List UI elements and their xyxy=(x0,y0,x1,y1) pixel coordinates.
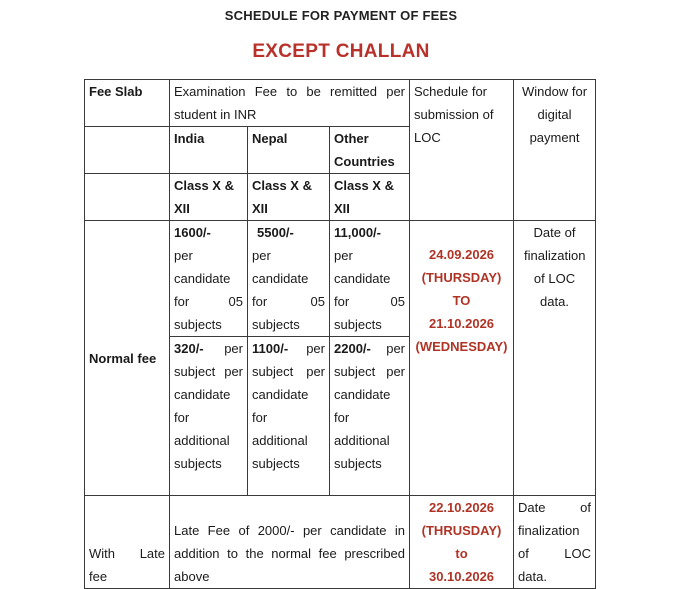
fee-schedule-table xyxy=(84,79,596,589)
class-other: Class X & XII xyxy=(330,174,410,221)
normal-schedule-end: 21.10.2026 xyxy=(428,316,495,331)
late-schedule-start-day: (THRUSDAY) xyxy=(421,523,502,538)
class-nepal: Class X & XII xyxy=(248,174,330,221)
nepal-additional-fee xyxy=(248,337,330,496)
other-additional-fee xyxy=(330,337,410,496)
normal-schedule-start: 24.09.2026 xyxy=(428,247,495,262)
nepal-base-text: per candidate for 05 subjects xyxy=(252,248,325,332)
india-base-amount: 1600/- xyxy=(174,225,211,240)
row-label-late-fee: With Late fee xyxy=(85,496,170,589)
nepal-additional-text: per subject per candidate for additional subjects xyxy=(252,341,325,471)
late-schedule-end: 30.10.2026 xyxy=(428,569,495,584)
page-title: SCHEDULE FOR PAYMENT OF FEES xyxy=(224,8,458,23)
other-base-text: per candidate for 05 subjects xyxy=(334,248,406,332)
nepal-additional-amount: 1100/- xyxy=(252,341,289,356)
header-exam-fee: Examination Fee to be remitted per student in INR xyxy=(170,80,410,127)
late-schedule xyxy=(410,496,514,589)
india-base-text: per candidate for 05 subjects xyxy=(174,248,243,332)
class-india: Class X & XII xyxy=(170,174,248,221)
normal-schedule-to: TO xyxy=(452,293,471,308)
normal-schedule-start-day: (THURSDAY) xyxy=(421,270,502,285)
other-additional-text: per subject per candidate for additional subjects xyxy=(334,341,406,471)
normal-schedule-end-day: (WEDNESDAY) xyxy=(415,339,508,354)
other-base-amount: 11,000/- xyxy=(334,225,381,240)
normal-window: Date of finalization of LOC data. xyxy=(514,221,596,496)
india-additional-fee xyxy=(170,337,248,496)
india-base-fee xyxy=(170,221,248,337)
header-window: Window for digital payment xyxy=(514,80,596,221)
table-row-normal-base xyxy=(85,221,596,337)
row-label-normal-fee: Normal fee xyxy=(85,221,170,496)
india-additional-text: per subject per candidate for additional subjects xyxy=(174,341,243,471)
late-schedule-to: to xyxy=(455,546,468,561)
header-schedule: Schedule for submission of LOC xyxy=(410,80,514,221)
late-fee-text: Late Fee of 2000/- per candidate in addition to the normal fee prescribed above xyxy=(170,496,410,589)
page-subtitle: EXCEPT CHALLAN xyxy=(252,41,430,62)
header-fee-slab: Fee Slab xyxy=(85,80,170,127)
nepal-base-fee xyxy=(248,221,330,337)
india-additional-amount: 320/- xyxy=(174,341,204,356)
other-base-fee xyxy=(330,221,410,337)
late-window: Date of finalization of LOC data. xyxy=(514,496,596,589)
nepal-base-amount: 5500/- xyxy=(257,225,294,240)
table-row-late-fee xyxy=(85,496,596,589)
header-other-countries: Other Countries xyxy=(330,127,410,174)
late-schedule-start: 22.10.2026 xyxy=(428,500,495,515)
normal-schedule xyxy=(410,221,514,496)
header-empty-cell xyxy=(85,174,170,221)
header-empty-cell xyxy=(85,127,170,174)
table-header-row xyxy=(85,80,596,127)
header-nepal: Nepal xyxy=(248,127,330,174)
other-additional-amount: 2200/- xyxy=(334,341,371,356)
header-india: India xyxy=(170,127,248,174)
